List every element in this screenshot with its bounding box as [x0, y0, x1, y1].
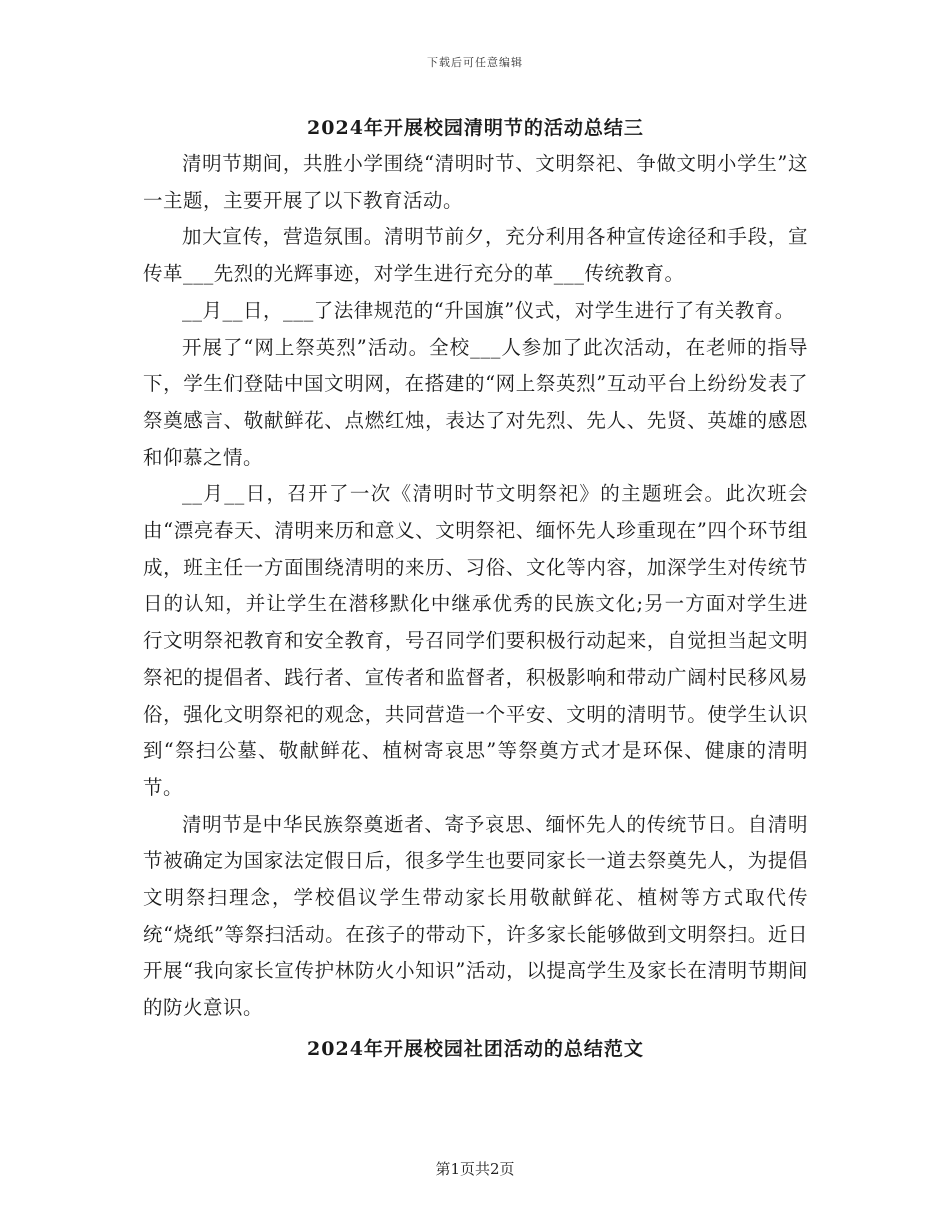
paragraph-publicity: 加大宣传，营造氛围。清明节前夕，充分利用各种宣传途径和手段，宣传革___先烈的光辉事迹，对学生进行充分的革___传统教育。: [143, 225, 808, 286]
article-title: 2024年开展校园清明节的活动总结三: [307, 117, 644, 139]
page-number: 第1页共2页: [435, 1160, 515, 1178]
page-header-note: 下载后可任意编辑: [427, 56, 523, 69]
next-article-title: 2024年开展校园社团活动的总结范文: [307, 1037, 644, 1060]
paragraph-intro: 清明节期间，共胜小学围绕“清明时节、文明祭祀、争做文明小学生”这一主题，主要开展了以下教育活动。: [143, 152, 808, 212]
paragraph-online-activity: 开展了“网上祭英烈”活动。全校___人参加了此次活动，在老师的指导下，学生们登陆中国文明网，在搭建的“网上祭英烈”互动平台上纷纷发表了祭奠感言、敬献鲜花、点燃红烛，表达了对先烈、先人、先贤、英雄的感恩和仰慕之情。: [143, 335, 808, 469]
paragraph-class-meeting: __月__日，召开了一次《清明时节文明祭祀》的主题班会。此次班会由“漂亮春天、清明来历和意义、文明祭祀、缅怀先人珍重现在”四个环节组成，班主任一方面围绕清明的来历、习俗、文化等内容，加深学生对传统节日的认知，并让学生在潜移默化中继承优秀的民族文化;另一方面对学生进行文明祭祀教育和安全教育，号召同学们要积极行动起来，自觉担当起文明祭祀的提倡者、践行者、宣传者和监督者，积极影响和带动广阔村民移风易俗，强化文明祭祀的观念，共同营造一个平安、文明的清明节。使学生认识到“祭扫公墓、敬献鲜花、植树寄哀思”等祭奠方式才是环保、健康的清明节。: [143, 482, 808, 799]
paragraph-civilized-sweeping: 清明节是中华民族祭奠逝者、寄予哀思、缅怀先人的传统节日。自清明节被确定为国家法定假日后，很多学生也要同家长一道去祭奠先人，为提倡文明祭扫理念，学校倡议学生带动家长用敬献鲜花、植树等方式取代传统“烧纸”等祭扫活动。在孩子的带动下，许多家长能够做到文明祭扫。近日开展“我向家长宣传护林防火小知识”活动，以提高学生及家长在清明节期间的防火意识。: [143, 812, 808, 1020]
paragraph-flag-ceremony: __月__日，___了法律规范的“升国旗”仪式，对学生进行了有关教育。: [182, 298, 795, 322]
document-body: [143, 112, 808, 1065]
